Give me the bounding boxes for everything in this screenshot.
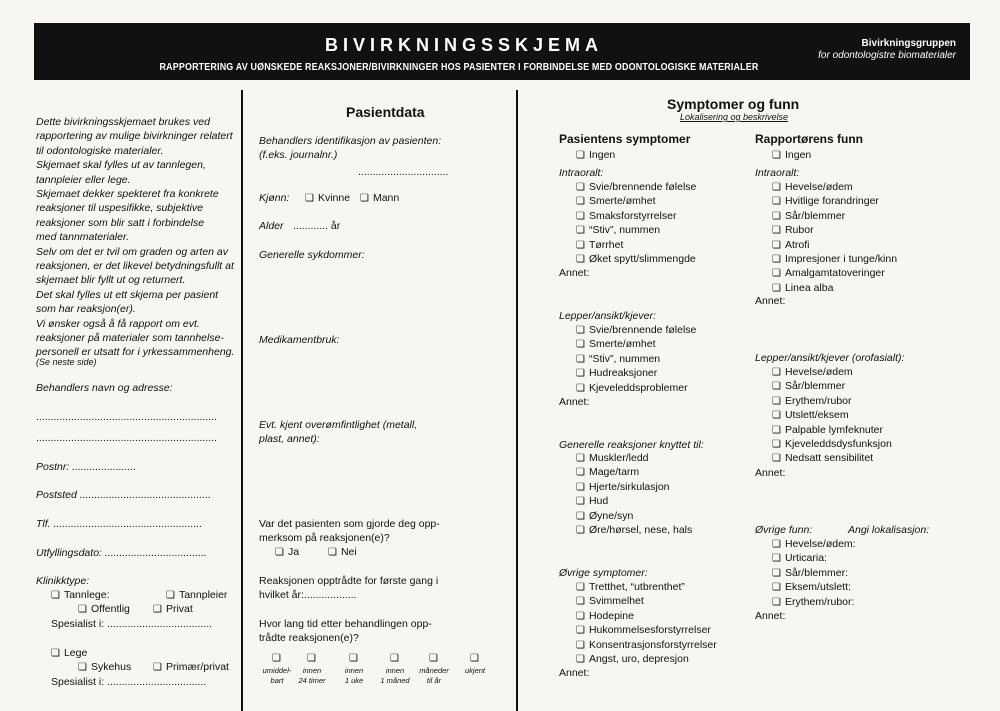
column-divider-2 <box>516 90 518 711</box>
intro-line: til odontologiske materialer. <box>36 144 164 157</box>
patient-id-label: Behandlers identifikasjon av pasienten: <box>259 135 442 147</box>
intro-line: reaksjonen, er det likevel betydningsfullt at <box>36 260 234 272</box>
intro-line: skjemaet blir fyllt ut og returnert. <box>36 274 186 287</box>
general-label: Generelle reaksjoner knyttet til: <box>559 439 704 451</box>
symptom-checkbox[interactable]: ❏ Svie/brennende følelse <box>576 324 696 338</box>
annet-label: Annet: <box>559 396 590 408</box>
ja-checkbox[interactable]: ❏ Ja <box>275 546 299 560</box>
first-label: Reaksjonen opptrådte for første gang i <box>259 575 439 587</box>
time-label: 1 måned <box>380 676 410 685</box>
time-label: umiddel- <box>262 666 292 675</box>
kvinne-checkbox[interactable]: ❏ Kvinne <box>305 192 350 206</box>
symptom-checkbox[interactable]: ❏ Svie/brennende følelse <box>576 181 696 195</box>
name-address-label: Behandlers navn og adresse: <box>36 382 173 394</box>
symptom-checkbox[interactable]: ❏ Smaksforstyrrelser <box>576 210 676 224</box>
other-symptoms-label: Øvrige symptomer: <box>559 567 648 579</box>
other-findings-label: Øvrige funn: <box>755 524 813 536</box>
time-checkbox[interactable]: ❏ <box>390 653 399 664</box>
time-label: til år <box>426 676 442 685</box>
postnr-field[interactable]: Postnr: ...................... <box>36 461 137 473</box>
finding-heading: Rapportørens funn <box>755 132 863 146</box>
address-line-1[interactable]: .............................................................. <box>36 411 217 423</box>
annet-label: Annet: <box>559 667 590 679</box>
form-subtitle: RAPPORTERING AV UØNSKEDE REAKSJONER/BIVIRKNINGER HOS PASIENTER I FORBINDELSE MED ODONTOLOGISKE MATERIALER <box>159 61 759 73</box>
symptom-checkbox[interactable]: ❏ Erythem/rubor: <box>772 596 854 610</box>
symptom-checkbox[interactable]: ❏ Hud <box>576 495 608 509</box>
symptom-checkbox[interactable]: ❏ Kjeveleddsproblemer <box>576 382 688 396</box>
symptom-checkbox[interactable]: ❏ Nedsatt sensibilitet <box>772 452 873 466</box>
howlong-label: Hvor lang tid etter behandlingen opp- <box>259 618 432 630</box>
intraoral-label: Intraoralt: <box>755 167 800 179</box>
patient-heading: Pasientdata <box>346 104 425 120</box>
form-title: BIVIRKNINGSSKJEMA <box>324 35 604 55</box>
symptom-checkbox[interactable]: ❏ Tørrhet <box>576 239 623 253</box>
symptom-checkbox[interactable]: ❏ Smerte/ømhet <box>576 195 656 209</box>
sykehus-checkbox[interactable]: ❏ Sykehus <box>78 661 131 675</box>
lip-label: Lepper/ansikt/kjever: <box>559 310 656 322</box>
offentlig-checkbox[interactable]: ❏ Offentlig <box>78 603 130 617</box>
intro-line: rapportering av mulige bivirkninger relatert <box>36 130 233 143</box>
intro-line: med tannmaterialer. <box>36 231 129 244</box>
first-label-2[interactable]: hvilket år:.................. <box>259 589 357 601</box>
intro-line: som har reaksjon(er). <box>36 303 136 316</box>
intro-line: tannpleier eller lege. <box>36 173 131 186</box>
ingen-checkbox[interactable]: ❏ Ingen <box>576 149 615 163</box>
symptoms-heading: Symptomer og funn <box>667 96 800 112</box>
symptom-checkbox[interactable]: ❏ Muskler/ledd <box>576 452 649 466</box>
symptom-checkbox[interactable]: ❏ Hodepine <box>576 610 634 624</box>
symptom-checkbox[interactable]: ❏ Urticaria: <box>772 552 827 566</box>
header-banner <box>34 23 970 80</box>
intro-line: Selv om det er tvil om graden og arten av <box>36 245 229 258</box>
symptom-checkbox[interactable]: ❏ Mage/tarm <box>576 466 639 480</box>
spesialist-field[interactable]: Spesialist i: .................................... <box>51 618 213 630</box>
tlf-field[interactable]: Tlf. ................................................... <box>36 518 203 530</box>
symptom-checkbox[interactable]: ❏ Utslett/eksem <box>772 409 849 423</box>
group-sub: for odontologistre biomaterialer <box>818 50 956 61</box>
medication-label: Medikamentbruk: <box>259 334 340 346</box>
diseases-label: Generelle sykdommer: <box>259 249 365 261</box>
symptom-checkbox[interactable]: ❏ Øre/hørsel, nese, hals <box>576 524 692 538</box>
intraoral-label: Intraoralt: <box>559 167 604 179</box>
group-name: Bivirkningsgruppen <box>861 38 956 49</box>
nei-checkbox[interactable]: ❏ Nei <box>328 546 357 560</box>
allergy-label: Evt. kjent overømfintlighet (metall, <box>259 419 418 431</box>
lip-oro-label: Lepper/ansikt/kjever (orofasialt): <box>755 352 905 364</box>
tannlege-checkbox[interactable]: ❏ Tannlege: <box>51 589 110 603</box>
symptom-checkbox[interactable]: ❏ Sår/blemmer <box>772 210 845 224</box>
time-checkbox[interactable]: ❏ <box>349 653 358 664</box>
symptom-checkbox[interactable]: ❏ “Stiv”, nummen <box>576 224 660 238</box>
symptom-checkbox[interactable]: ❏ Amalgamtatoveringer <box>772 267 885 281</box>
time-checkbox[interactable]: ❏ <box>272 653 281 664</box>
symptom-checkbox[interactable]: ❏ Linea alba <box>772 282 833 296</box>
patient-id-label-2: (f.eks. journalnr.) <box>259 149 338 161</box>
age-label: Alder <box>259 220 284 232</box>
symptom-checkbox[interactable]: ❏ Hjerte/sirkulasjon <box>576 481 670 495</box>
symptom-checkbox[interactable]: ❏ Tretthet, “utbrenthet” <box>576 581 685 595</box>
intro-line: reaksjoner som blir satt i forbindelse <box>36 216 205 229</box>
patient-symptoms-heading: Pasientens symptomer <box>559 132 691 146</box>
primaer-checkbox[interactable]: ❏ Primær/privat <box>153 661 229 675</box>
spesialist-field-2[interactable]: Spesialist i: .................................. <box>51 676 207 688</box>
gender-label: Kjønn: <box>259 192 290 204</box>
intro-line: reaksjoner på materialer som tannhelse- <box>36 332 224 344</box>
time-label: måneder <box>419 666 449 675</box>
ingen-checkbox[interactable]: ❏ Ingen <box>772 149 811 163</box>
allergy-label-2: plast, annet): <box>259 433 320 445</box>
mann-checkbox[interactable]: ❏ Mann <box>360 192 399 206</box>
symptoms-subheading: Lokalisering og beskrivelse <box>680 112 789 122</box>
symptom-checkbox[interactable]: ❏ Sår/blemmer: <box>772 567 848 581</box>
intro-line: Skjemaet skal fylles ut av tannlegen, <box>36 159 206 172</box>
time-label: 1 uke <box>344 676 364 685</box>
symptom-checkbox[interactable]: ❏ Hudreaksjoner <box>576 367 657 381</box>
localisation-label: Angi lokalisasjon: <box>848 524 930 536</box>
column-divider-1 <box>241 90 243 711</box>
time-label: ukjent <box>464 666 485 675</box>
time-checkbox[interactable]: ❏ <box>429 653 438 664</box>
intro-line: personell er utsatt for i yrkessammenheng. <box>36 346 235 359</box>
time-label: innen <box>302 666 322 675</box>
symptom-checkbox[interactable]: ❏ Eksem/utslett: <box>772 581 851 595</box>
address-line-2[interactable]: .............................................................. <box>36 432 217 444</box>
aware-label-2: merksom på reaksjonen(e)? <box>259 532 390 544</box>
symptom-checkbox[interactable]: ❏ Konsentrasjonsforstyrrelser <box>576 639 717 653</box>
annet-label: Annet: <box>755 610 786 622</box>
age-field[interactable]: ............ år <box>293 220 341 232</box>
symptom-checkbox[interactable]: ❏ Angst, uro, depresjon <box>576 653 689 667</box>
symptom-checkbox[interactable]: ❏ Kjeveleddsdysfunksjon <box>772 438 892 452</box>
symptom-checkbox[interactable]: ❏ Rubor <box>772 224 814 238</box>
intro-line: Det skal fylles ut ett skjema per pasient <box>36 288 219 301</box>
symptom-checkbox[interactable]: ❏ Hevelse/ødem <box>772 181 853 195</box>
tannpleier-checkbox[interactable]: ❏ Tannpleier <box>166 589 227 603</box>
time-checkbox[interactable]: ❏ <box>470 653 479 664</box>
date-field[interactable]: Utfyllingsdato: ................................... <box>36 547 207 559</box>
symptom-checkbox[interactable]: ❏ Hukommelsesforstyrrelser <box>576 624 711 638</box>
patient-id-field[interactable]: ............................... <box>358 166 449 178</box>
symptom-checkbox[interactable]: ❏ Erythem/rubor <box>772 395 852 409</box>
group-info <box>818 38 956 62</box>
annet-label: Annet: <box>559 267 590 279</box>
symptom-checkbox[interactable]: ❏ “Stiv”, nummen <box>576 353 660 367</box>
symptom-checkbox[interactable]: ❏ Hevelse/ødem <box>772 366 853 380</box>
annet-label: Annet: <box>755 295 786 307</box>
symptom-checkbox[interactable]: ❏ Impresjoner i tunge/kinn <box>772 253 897 267</box>
intro-line: Vi ønsker også å få rapport om evt. <box>36 317 200 330</box>
symptom-checkbox[interactable]: ❏ Øket spytt/slimmengde <box>576 253 696 267</box>
intro-line: reaksjoner til uspesifikke, subjektive <box>36 202 203 215</box>
intro-line: Dette bivirkningsskjemaet brukes ved <box>36 116 210 128</box>
annet-label: Annet: <box>755 467 786 479</box>
time-label: innen <box>385 666 405 675</box>
howlong-label-2: trådte reaksjonen(e)? <box>259 632 359 644</box>
aware-label: Var det pasienten som gjorde deg opp- <box>259 518 440 530</box>
symptom-checkbox[interactable]: ❏ Palpable lymfeknuter <box>772 424 883 438</box>
symptom-checkbox[interactable]: ❏ Svimmelhet <box>576 595 644 609</box>
symptom-checkbox[interactable]: ❏ Øyne/syn <box>576 510 633 524</box>
see-next: (Se neste side) <box>36 357 97 367</box>
symptom-checkbox[interactable]: ❏ Hvitlige forandringer <box>772 195 879 209</box>
symptom-checkbox[interactable]: ❏ Sår/blemmer <box>772 380 845 394</box>
symptom-checkbox[interactable]: ❏ Smerte/ømhet <box>576 338 656 352</box>
time-label: bart <box>270 676 284 685</box>
time-checkbox[interactable]: ❏ <box>307 653 316 664</box>
privat-checkbox[interactable]: ❏ Privat <box>153 603 193 617</box>
symptom-checkbox[interactable]: ❏ Atrofi <box>772 239 809 253</box>
time-label: 24 timer <box>298 676 326 685</box>
clinic-type-label: Klinikktype: <box>36 575 90 587</box>
poststed-field[interactable]: Poststed ............................................. <box>36 489 212 501</box>
intro-line: Skjemaet dekker spekteret fra konkrete <box>36 188 219 200</box>
time-label: innen <box>344 666 364 675</box>
lege-checkbox[interactable]: ❏ Lege <box>51 647 87 661</box>
symptom-checkbox[interactable]: ❏ Hevelse/ødem: <box>772 538 856 552</box>
